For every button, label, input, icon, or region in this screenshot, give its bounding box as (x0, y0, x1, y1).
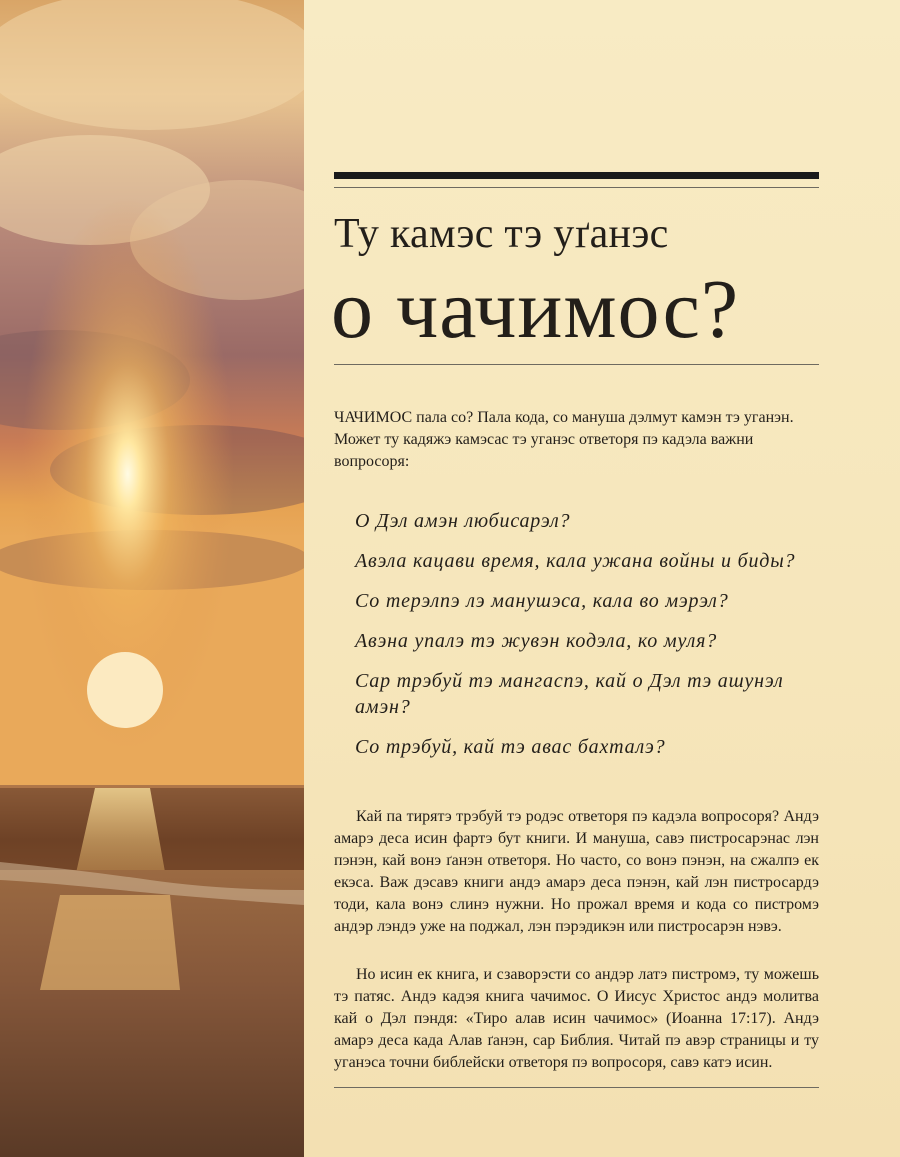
bottom-rule (334, 1087, 819, 1088)
question-item: Авэна упалэ тэ жувэн кодэла, ко муля? (355, 630, 718, 652)
sunset-photo (0, 0, 304, 1157)
body-paragraph-1: Кай па тирятэ трэбуй тэ родэс ответоря пэ кадэла вопросоря? Андэ амарэ деса исин фартэ бут книги. И мануша, савэ пистросарэнас лэн пэнэн, кай вонэ ґанэн ответоря. Но часто, со вонэ пэнэн, на сжалпэ ек екэса. Важ дэсавэ книги андэ амарэ деса пэнэн, кай лэн пистросардэ тоди, кала вонэ слинэ нужни. Но прожал время и кода со пистромэ андэр лэндэ уже на поджал, лэн пэрэдикэн или пистросарэн нэвэ. (334, 808, 819, 935)
question-list (355, 508, 825, 774)
body-paragraph-2: Но исин ек книга, и сзаворэсти со андэр латэ пистромэ, ту можешь тэ патяс. Андэ кадэя книга чачимос. О Иисус Христос андэ молитва кай о Дэл пэндя: «Тиро алав исин чачимос» (Иоанна 17:17). Андэ амарэ деса када Алав ґанэн, сар Библия. Читай пэ авэр страницы и ту уганэса точни библейски ответоря пэ вопросоря, савэ катэ исин. (334, 966, 819, 1071)
intro-paragraph: ЧАЧИМОС пала со? Пала кода, со мануша дэлмут камэн тэ уганэн. Может ту кадяжэ камэсас тэ уганэс ответоря пэ кадэла важни вопросоря: (334, 409, 794, 470)
title-line-2: о чачимос? (331, 263, 740, 356)
top-thin-rule (334, 187, 819, 188)
title-line-1: Ту камэс тэ уґанэс (334, 211, 669, 257)
title-bottom-rule (334, 364, 819, 365)
question-item: Со трэбуй, кай тэ авас бахталэ? (355, 736, 666, 758)
question-item: Сар трэбуй тэ мангаспэ, кай о Дэл тэ ашунэл амэн? (355, 670, 784, 718)
question-item: О Дэл амэн любисарэл? (355, 510, 571, 532)
top-thick-rule (334, 172, 819, 179)
question-item: Со терэлпэ лэ манушэса, кала во мэрэл? (355, 590, 729, 612)
question-item: Авэла кацави время, кала ужана войны и биды? (355, 550, 796, 572)
